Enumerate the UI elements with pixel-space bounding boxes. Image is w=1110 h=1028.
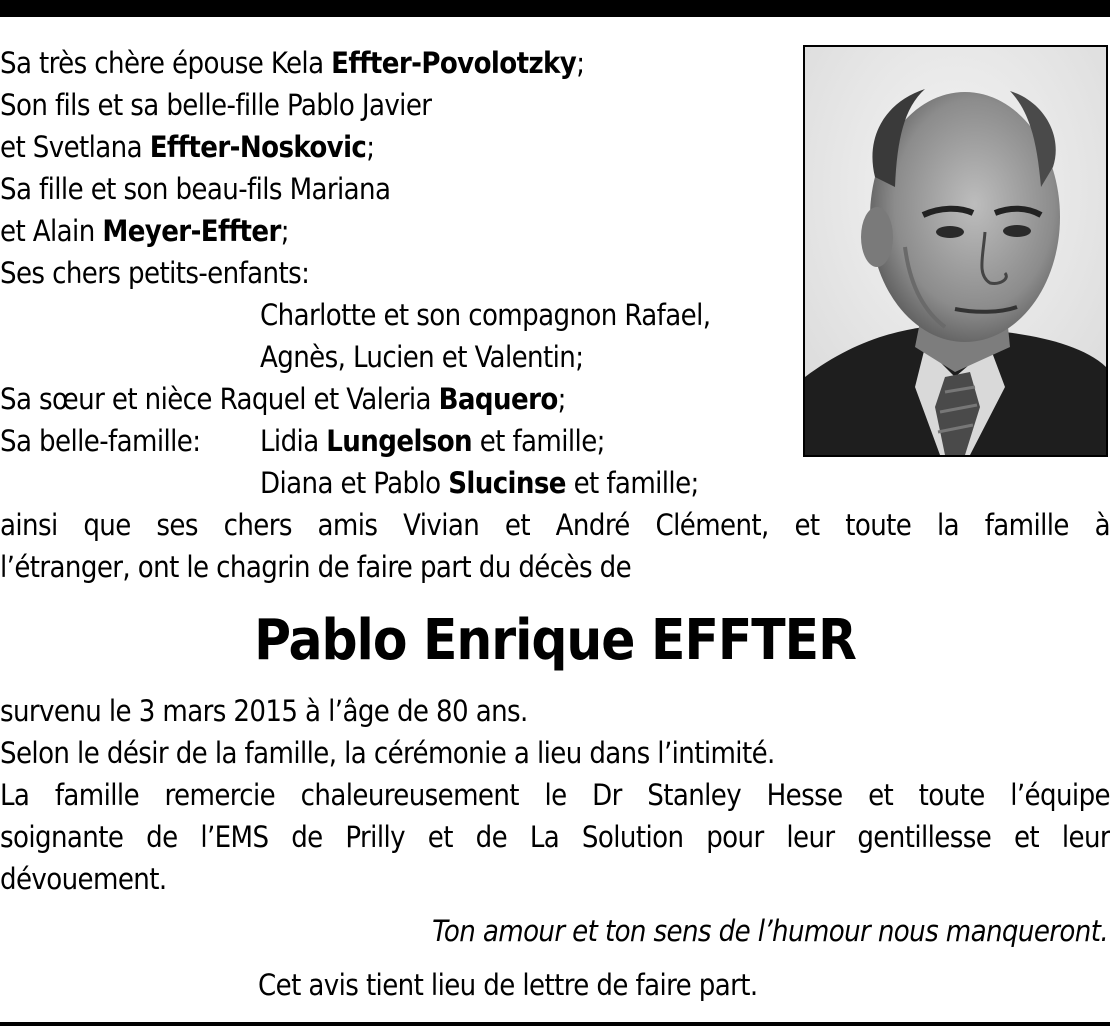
details-line-ceremony: Selon le désir de la famille, la cérémonie a lieu dans l’intimité. (0, 736, 775, 770)
family-line-daughter-husband: et Alain Meyer-Effter; (0, 214, 289, 248)
family-line-daughter: Sa fille et son beau-fils Mariana (0, 172, 391, 206)
family-line-in-laws-1: Lidia Lungelson et famille; (260, 424, 605, 458)
family-line-spouse: Sa très chère épouse Kela Effter-Povolotzky; (0, 46, 585, 80)
details-line-date: survenu le 3 mars 2015 à l’âge de 80 ans. (0, 694, 528, 728)
closing-notice: Cet avis tient lieu de lettre de faire part. (258, 968, 758, 1002)
family-line-in-laws-label: Sa belle-famille: (0, 424, 201, 458)
family-line-sister: Sa sœur et nièce Raquel et Valeria Baquero; (0, 382, 566, 416)
quote: Ton amour et ton sens de l’humour nous manqueront. (432, 914, 1108, 948)
family-line-son-wife: et Svetlana Effter-Noskovic; (0, 130, 375, 164)
portrait-photo (803, 45, 1108, 457)
friends-line-2: l’étranger, ont le chagrin de faire part du décès de (0, 550, 632, 584)
family-line-grandchildren-1: Charlotte et son compagnon Rafael, (260, 298, 711, 332)
deceased-name: Pablo Enrique EFFTER (254, 608, 856, 673)
family-line-grandchildren-2: Agnès, Lucien et Valentin; (260, 340, 584, 374)
family-line-in-laws-2: Diana et Pablo Slucinse et famille; (260, 466, 699, 500)
family-line-son: Son fils et sa belle-fille Pablo Javier (0, 88, 432, 122)
bottom-rule (0, 1022, 1110, 1026)
details-line-thanks-1: La famille remercie chaleureusement le Dr Stanley Hesse et toute l’équipe (0, 778, 1110, 812)
friends-line-1: ainsi que ses chers amis Vivian et André Clément, et toute la famille à (0, 508, 1110, 542)
family-line-grandchildren-heading: Ses chers petits-enfants: (0, 256, 310, 290)
details-line-thanks-3: dévouement. (0, 862, 167, 896)
top-rule (0, 0, 1110, 17)
details-line-thanks-2: soignante de l’EMS de Prilly et de La Solution pour leur gentillesse et leur (0, 820, 1110, 854)
